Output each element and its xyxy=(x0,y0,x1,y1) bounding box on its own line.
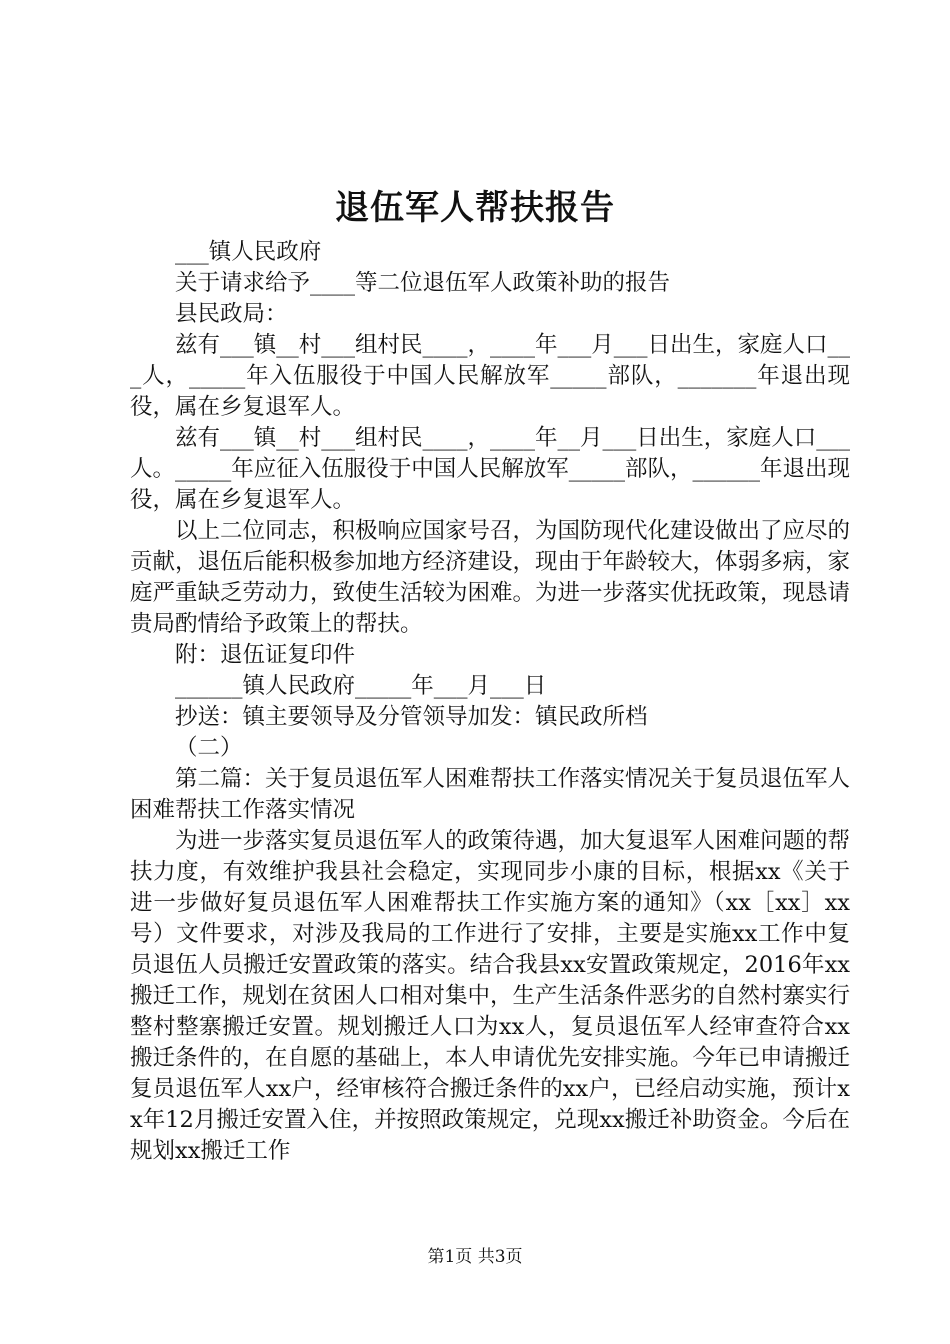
paragraph-veteran-two: 兹有___镇__村___组村民____，____年__月___日出生，家庭人口___人。_____年应征入伍服役于中国人民解放军_____部队，______年退出现役，属在乡复退军人。 xyxy=(130,425,851,513)
paragraph-part-two-body: 为进一步落实复员退伍军人的政策待遇，加大复退军人困难问题的帮扶力度，有效维护我县社会稳定，实现同步小康的目标，根据xx《关于进一步做好复员退伍军人困难帮扶工作实施方案的通知》（xx［xx］xx号）文件要求，对涉及我局的工作进行了安排，主要是实施xx工作中复员退伍人员搬迁安置政策的落实。结合我县xx安置政策规定，2016年xx搬迁工作，规划在贫困人口相对集中，生产生活条件恶劣的自然村寨实行整村整寨搬迁安置。规划搬迁人口为xx人，复员退伍军人经审查符合xx搬迁条件的，在自愿的基础上，本人申请优先安排实施。今年已申请搬迁复员退伍军人xx户，经审核符合搬迁条件的xx户，已经启动实施，预计xx年12月搬迁安置入住，并按照政策规定，兑现xx搬迁补助资金。今后在规划xx搬迁工作 xyxy=(130,828,851,1164)
paragraph-town-government: ___镇人民政府 xyxy=(175,239,322,265)
paragraph-cc: 抄送：镇主要领导及分管领导加发：镇民政所档 xyxy=(175,704,648,730)
paragraph-report-subject: 关于请求给予____等二位退伍军人政策补助的报告 xyxy=(175,270,671,296)
paragraph-signature-date: ______镇人民政府_____年___月___日 xyxy=(175,673,547,699)
paragraph-part-two-heading: 第二篇：关于复员退伍军人困难帮扶工作落实情况关于复员退伍军人困难帮扶工作落实情况 xyxy=(130,766,851,823)
page-footer: 第1页 共3页 xyxy=(427,1247,523,1267)
paragraph-veteran-one: 兹有___镇__村___组村民____，____年___月___日出生，家庭人口___人，_____年入伍服役于中国人民解放军_____部队，_______年退出现役，属在乡复退军人。 xyxy=(130,332,851,420)
document-body xyxy=(130,237,850,1167)
document-title: 退伍军人帮扶报告 xyxy=(335,188,615,228)
paragraph-section-marker: （二） xyxy=(175,735,243,761)
paragraph-attachment: 附：退伍证复印件 xyxy=(175,642,356,668)
paragraph-request: 以上二位同志，积极响应国家号召，为国防现代化建设做出了应尽的贡献，退伍后能积极参加地方经济建设，现由于年龄较大，体弱多病，家庭严重缺乏劳动力，致使生活较为困难。为进一步落实优抚政策，现恳请贵局酌情给予政策上的帮扶。 xyxy=(130,518,851,637)
paragraph-addressee: 县民政局： xyxy=(175,301,288,327)
